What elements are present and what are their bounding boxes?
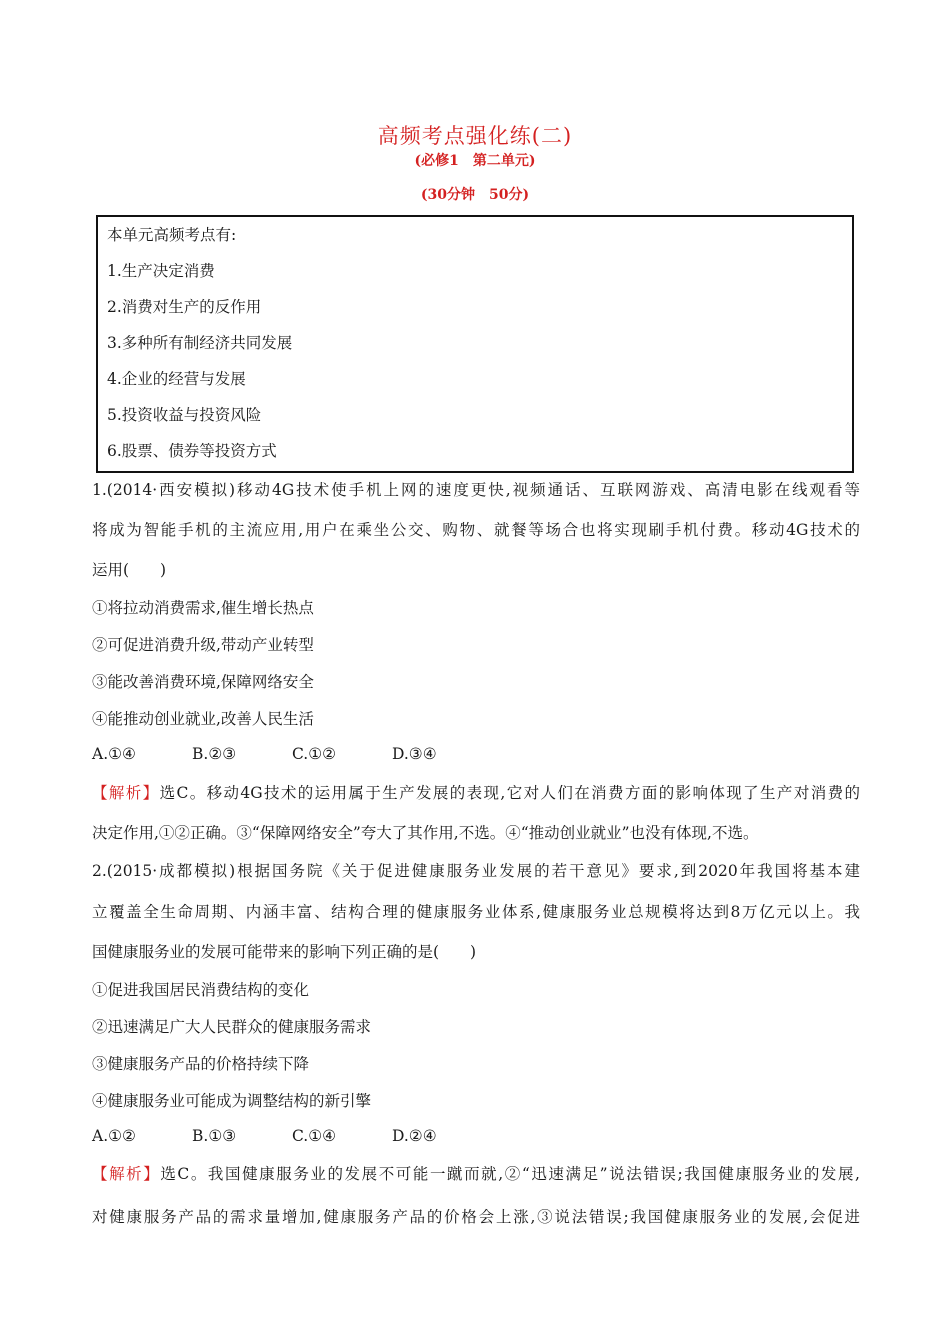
choice-a: A.①② [92,1127,136,1145]
choice-d: D.③④ [392,745,437,763]
analysis-text: 选C。移动4G技术的运用属于生产发展的表现,它对人们在消费方面的影响体现了生产对消费的 [159,784,860,802]
question-2-stem-line: 国健康服务业的发展可能带来的影响下列正确的是( ) [92,943,477,961]
key-point-item: 1.生产决定消费 [107,262,215,280]
question-1-statement: ④能推动创业就业,改善人民生活 [92,710,314,728]
key-point-item: 4.企业的经营与发展 [107,370,246,388]
question-2-statement: ④健康服务业可能成为调整结构的新引擎 [92,1092,372,1110]
page-title: 高频考点强化练(二) [377,124,573,148]
question-1-statement: ①将拉动消费需求,催生增长热点 [92,599,314,617]
analysis-text: 选C。我国健康服务业的发展不可能一蹴而就,②“迅速满足”说法错误;我国健康服务业的发展, [160,1165,860,1183]
key-points-heading: 本单元高频考点有: [107,226,237,244]
question-2-stem-line: 2.(2015·成都模拟)根据国务院《关于促进健康服务业发展的若干意见》要求,到2020年我国将基本建 [92,862,860,880]
time-score-info: (30分钟 50分) [420,187,530,203]
question-1-stem-line: 将成为智能手机的主流应用,用户在乘坐公交、购物、就餐等场合也将实现刷手机付费。移动4G技术的 [92,521,860,539]
choice-b: B.①③ [192,1127,237,1145]
key-point-item: 5.投资收益与投资风险 [107,406,262,424]
question-2-statement: ③健康服务产品的价格持续下降 [92,1055,310,1073]
question-2-analysis-line [92,1162,860,1184]
key-point-item: 2.消费对生产的反作用 [107,298,262,316]
choice-a: A.①④ [92,745,136,763]
choice-d: D.②④ [392,1127,437,1145]
key-points-box [96,215,854,473]
choice-b: B.②③ [192,745,237,763]
analysis-tag: 【解析】 [92,784,160,802]
question-1-statement: ②可促进消费升级,带动产业转型 [92,636,314,654]
question-2-statement: ②迅速满足广大人民群众的健康服务需求 [92,1018,372,1036]
question-1-analysis-line [92,781,860,803]
key-point-item: 6.股票、债券等投资方式 [107,442,277,460]
question-2-choices [92,1127,437,1145]
question-1-stem-line: 运用( ) [92,561,167,579]
question-2-statement: ①促进我国居民消费结构的变化 [92,981,310,999]
question-1-stem-line: 1.(2014·西安模拟)移动4G技术使手机上网的速度更快,视频通话、互联网游戏、高清电影在线观看等 [92,481,860,499]
page-subtitle: (必修1 第二单元) [414,153,536,169]
choice-c: C.①② [292,745,337,763]
question-1-choices [92,745,437,763]
analysis-tag: 【解析】 [92,1165,161,1183]
key-point-item: 3.多种所有制经济共同发展 [107,334,293,352]
question-2-stem-line: 立覆盖全生命周期、内涵丰富、结构合理的健康服务业体系,健康服务业总规模将达到8万亿元以上。我 [92,903,860,921]
question-2-analysis-line: 对健康服务产品的需求量增加,健康服务产品的价格会上涨,③说法错误;我国健康服务业的发展,会促进 [92,1208,860,1226]
question-1-statement: ③能改善消费环境,保障网络安全 [92,673,314,691]
question-1-analysis-line: 决定作用,①②正确。③“保障网络安全”夸大了其作用,不选。④“推动创业就业”也没有体现,不选。 [92,824,759,842]
choice-c: C.①④ [292,1127,337,1145]
